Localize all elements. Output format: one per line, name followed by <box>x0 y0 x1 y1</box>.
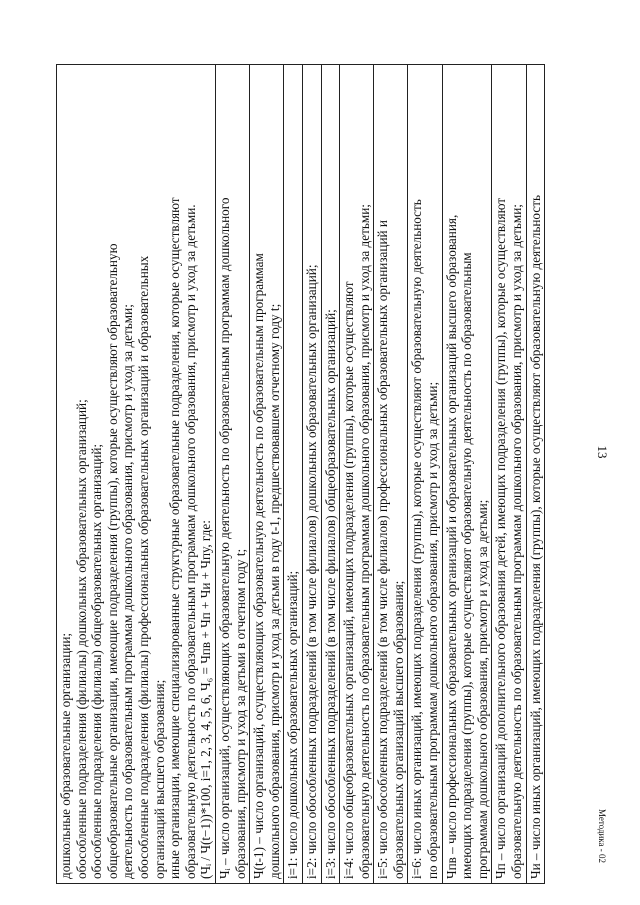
table-row <box>492 65 526 884</box>
footer-label: Методика - 02 <box>597 808 607 864</box>
text-line: общеобразовательные организации, имеющие подразделения (группы), которые осуществляют образовательную <box>104 243 120 879</box>
rotated-content <box>56 64 578 884</box>
text-line: образовательную деятельность по образовательным программам дошкольного образования, присмотр и уход за детьми. <box>182 204 198 879</box>
table-cell <box>284 65 303 884</box>
table-cell <box>250 65 284 884</box>
text-line: обособленные подразделения (филиалы) общеобразовательных организаций; <box>89 443 105 879</box>
table-body <box>57 65 545 884</box>
text-line: образовательную деятельность по образовательным программам дошкольного образования, присмотр и уход за детьми; <box>356 204 372 879</box>
text-line: i=5: число обособленных подразделений (в том числе филиалов) профессиональных образовательных организаций и <box>375 220 391 879</box>
text-line: i=1: число дошкольных образовательных организаций; <box>285 570 301 879</box>
page-number: 13 <box>595 445 610 459</box>
table-cell <box>526 65 545 884</box>
text-line: i=3: число обособленных подразделений (в том числе филиалов) общеобразовательных организаций; <box>322 309 338 879</box>
text-line: i=6: число иных организаций, имеющих подразделения (группы), которые осуществляют образовательную деятельность <box>409 199 425 879</box>
text-line: образовательных организаций высшего образования; <box>390 580 406 879</box>
methodology-table <box>56 64 545 884</box>
text-line: Чᵢ – число организаций, осуществляющих образовательную деятельность по образовательным программам дошкольного <box>216 197 232 879</box>
text-line: обособленные подразделения (филиалы) профессиональных образовательных организаций и образовательных <box>135 255 151 879</box>
text-line: имеющих подразделения (группы), которые осуществляют образовательную деятельность по образовательным <box>459 252 475 879</box>
text-line: программам дошкольного образования, присмотр и уход за детьми; <box>474 499 490 879</box>
text-line: иные организации, имеющие специализированные структурные образовательные подразделения, которые осуществляют <box>167 197 183 879</box>
text-line: Чпв – число профессиональных образовательных организаций и образовательных организаций высшего образования, <box>443 214 459 879</box>
table-cell <box>302 65 321 884</box>
table-row <box>57 65 216 884</box>
text-line: i=2: число обособленных подразделений (в том числе филиалов) дошкольных образовательных организаций; <box>303 264 319 879</box>
table-cell <box>408 65 442 884</box>
table-row <box>250 65 284 884</box>
text-line: Ч(t-1) – число организаций, осуществляющих образовательную деятельность по образовательным программам <box>251 253 267 879</box>
text-line: образовательную деятельность по образовательным программам дошкольного образования, присмотр и уход за детьми; <box>509 204 525 879</box>
table-cell <box>57 65 216 884</box>
table-row <box>526 65 545 884</box>
table-cell <box>492 65 526 884</box>
text-line: образования, присмотр и уход за детьми в отчетном году t; <box>232 548 248 879</box>
text-line: организаций высшего образования; <box>151 679 167 879</box>
text-line: обособленные подразделения (филиалы) дошкольных образовательных организаций; <box>73 399 89 879</box>
table-row <box>302 65 321 884</box>
table-row <box>321 65 340 884</box>
table-row <box>284 65 303 884</box>
text-line: Чи – число иных организаций, имеющих подразделения (группы), которые осуществляют образовательную деятельность <box>527 195 543 879</box>
table-cell <box>215 65 249 884</box>
table-row <box>408 65 442 884</box>
text-line: дошкольного образования, присмотр и уход за детьми в году t-1, предшествовавшем отчетному году t; <box>266 303 282 879</box>
text-line: по образовательным программам дошкольного образования, присмотр и уход за детьми; <box>425 381 441 879</box>
rotated-table-frame <box>56 64 578 884</box>
table-row <box>374 65 408 884</box>
table-row <box>340 65 374 884</box>
table-cell <box>374 65 408 884</box>
table-cell <box>442 65 492 884</box>
text-line: дошкольные образовательные организации; <box>58 632 73 879</box>
text-line: (Чᵢ / Ч(t−1))*100, i=1, 2, 3, 4, 5, 6, Ч₆ = Чпв + Чп + Чи + Чпу, где: <box>198 520 214 879</box>
table-row <box>215 65 249 884</box>
table-row <box>442 65 492 884</box>
text-line: деятельность по образовательным программам дошкольного образования, присмотр и уход за детьми; <box>120 304 136 879</box>
text-line: i=4: число общеобразовательных организаций, имеющих подразделения (группы), которые осуществляют <box>341 281 357 879</box>
table-cell <box>321 65 340 884</box>
text-line: Чп – число организаций дополнительного образования детей, имеющих подразделения (группы), которые осуществляют <box>493 197 509 879</box>
table-cell <box>340 65 374 884</box>
